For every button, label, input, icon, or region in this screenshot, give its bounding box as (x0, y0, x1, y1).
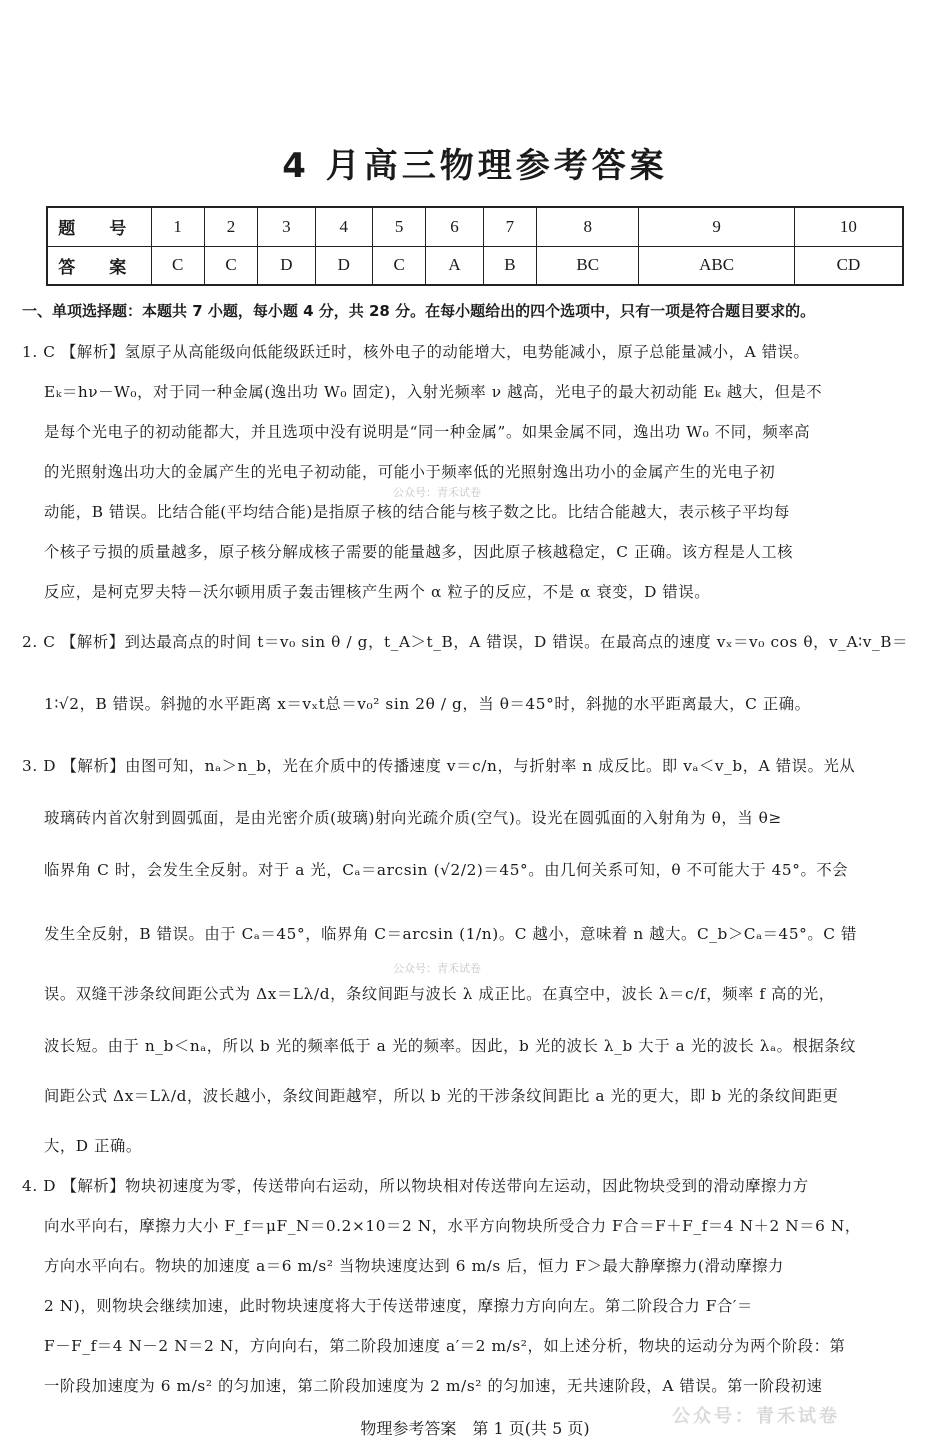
answer-cell: C (204, 246, 257, 285)
explanation-line: 临界角 C 时，会发生全反射。对于 a 光，Cₐ＝arcsin (√2/2)＝45°。由几何关系可知，θ 不可能大于 45°。不会 (44, 861, 849, 879)
question-number: 8 (537, 207, 639, 246)
answer-table (46, 206, 904, 286)
explanation-line: 方向水平向右。物块的加速度 a＝6 m/s² 当物块速度达到 6 m/s 后，恒力 F＞最大静摩擦力(滑动摩擦力 (44, 1257, 784, 1275)
explanation-line: 是每个光电子的初动能都大，并且选项中没有说明是“同一种金属”。如果金属不同，逸出功 W₀ 不同，频率高 (44, 423, 811, 441)
row-label-answers: 答 案 (47, 246, 151, 285)
question-number: 5 (372, 207, 425, 246)
page-footer: 物理参考答案 第 1 页(共 5 页) (360, 1419, 590, 1438)
explanation-line: 4. D 【解析】物块初速度为零，传送带向右运动，所以物块相对传送带向左运动，因此物块受到的滑动摩擦力方 (22, 1177, 809, 1195)
explanation-line: 2. C 【解析】到达最高点的时间 t＝v₀ sin θ / g，t_A＞t_B，A 错误，D 错误。在最高点的速度 vₓ＝v₀ cos θ，v_A∶v_B＝ (22, 633, 908, 651)
watermark-text: 公众号：青禾试卷 (393, 486, 481, 499)
question-number: 9 (639, 207, 794, 246)
watermark-text: 公众号：青禾试卷 (393, 962, 481, 975)
answer-cell: C (151, 246, 204, 285)
question-number: 3 (258, 207, 315, 246)
question-number-row (47, 207, 903, 246)
explanation-line: F－F_f＝4 N－2 N＝2 N，方向向右，第二阶段加速度 a′＝2 m/s²，如上述分析，物块的运动分为两个阶段：第 (44, 1337, 846, 1355)
explanation-line: 玻璃砖内首次射到圆弧面，是由光密介质(玻璃)射向光疏介质(空气)。设光在圆弧面的入射角为 θ，当 θ≥ (44, 809, 782, 827)
explanation-line: 个核子亏损的质量越多，原子核分解成核子需要的能量越多，因此原子核越稳定，C 正确。该方程是人工核 (44, 543, 794, 561)
explanation-line: 向水平向右，摩擦力大小 F_f＝μF_N＝0.2×10＝2 N，水平方向物块所受合力 F合＝F＋F_f＝4 N＋2 N＝6 N， (44, 1217, 861, 1235)
answer-cell: D (258, 246, 315, 285)
explanation-line: 间距公式 Δx＝Lλ/d，波长越小，条纹间距越窄，所以 b 光的干涉条纹间距比 a 光的更大，即 b 光的条纹间距更 (44, 1087, 839, 1105)
section-heading: 一、单项选择题：本题共 7 小题，每小题 4 分，共 28 分。在每小题给出的四个选项中，只有一项是符合题目要求的。 (22, 302, 816, 320)
answer-cell: C (372, 246, 425, 285)
watermark-corner: 公众号：青禾试卷 (672, 1406, 840, 1427)
answer-row (47, 246, 903, 285)
row-label-numbers: 题 号 (47, 207, 151, 246)
question-number: 4 (315, 207, 372, 246)
answer-cell: ABC (639, 246, 794, 285)
explanation-line: 2 N)，则物块会继续加速，此时物块速度将大于传送带速度，摩擦力方向向左。第二阶段合力 F合′＝ (44, 1297, 753, 1315)
explanation-line: 误。双缝干涉条纹间距公式为 Δx＝Lλ/d，条纹间距与波长 λ 成正比。在真空中，波长 λ＝c/f，频率 f 高的光， (44, 985, 835, 1003)
explanation-line: 3. D 【解析】由图可知，nₐ＞n_b，光在介质中的传播速度 v＝c/n，与折射率 n 成反比。即 vₐ＜v_b，A 错误。光从 (22, 757, 856, 775)
explanation-line: Eₖ＝hν－W₀，对于同一种金属(逸出功 W₀ 固定)，入射光频率 ν 越高，光电子的最大初动能 Eₖ 越大，但是不 (44, 383, 823, 401)
explanation-line: 大，D 正确。 (44, 1137, 142, 1155)
page-title: 4 月高三物理参考答案 (282, 146, 668, 186)
question-number: 2 (204, 207, 257, 246)
explanation-line: 的光照射逸出功大的金属产生的光电子初动能，可能小于频率低的光照射逸出功小的金属产生的光电子初 (44, 463, 776, 481)
answer-cell: CD (794, 246, 903, 285)
explanation-line: 一阶段加速度为 6 m/s² 的匀加速，第二阶段加速度为 2 m/s² 的匀加速，无共速阶段，A 错误。第一阶段初速 (44, 1377, 823, 1395)
explanation-line: 反应，是柯克罗夫特－沃尔顿用质子轰击锂核产生两个 α 粒子的反应，不是 α 衰变，D 错误。 (44, 583, 711, 601)
explanation-line: 动能，B 错误。比结合能(平均结合能)是指原子核的结合能与核子数之比。比结合能越大，表示核子平均每 (44, 503, 790, 521)
explanation-line: 波长短。由于 n_b＜nₐ，所以 b 光的频率低于 a 光的频率。因此，b 光的波长 λ_b 大于 a 光的波长 λₐ。根据条纹 (44, 1037, 857, 1055)
answer-cell: B (483, 246, 536, 285)
answer-cell: A (426, 246, 483, 285)
question-number: 1 (151, 207, 204, 246)
question-number: 7 (483, 207, 536, 246)
answer-cell: D (315, 246, 372, 285)
explanation-line: 发生全反射，B 错误。由于 Cₐ＝45°，临界角 C＝arcsin (1/n)。C 越小，意味着 n 越大。C_b＞Cₐ＝45°。C 错 (44, 925, 857, 943)
question-number: 6 (426, 207, 483, 246)
explanation-line: 1∶√2，B 错误。斜抛的水平距离 x＝vₓt总＝v₀² sin 2θ / g，当 θ＝45°时，斜抛的水平距离最大，C 正确。 (44, 695, 811, 713)
answer-cell: BC (537, 246, 639, 285)
explanation-line: 1. C 【解析】氢原子从高能级向低能级跃迁时，核外电子的动能增大，电势能减小，原子总能量减小，A 错误。 (22, 343, 810, 361)
question-number: 10 (794, 207, 903, 246)
